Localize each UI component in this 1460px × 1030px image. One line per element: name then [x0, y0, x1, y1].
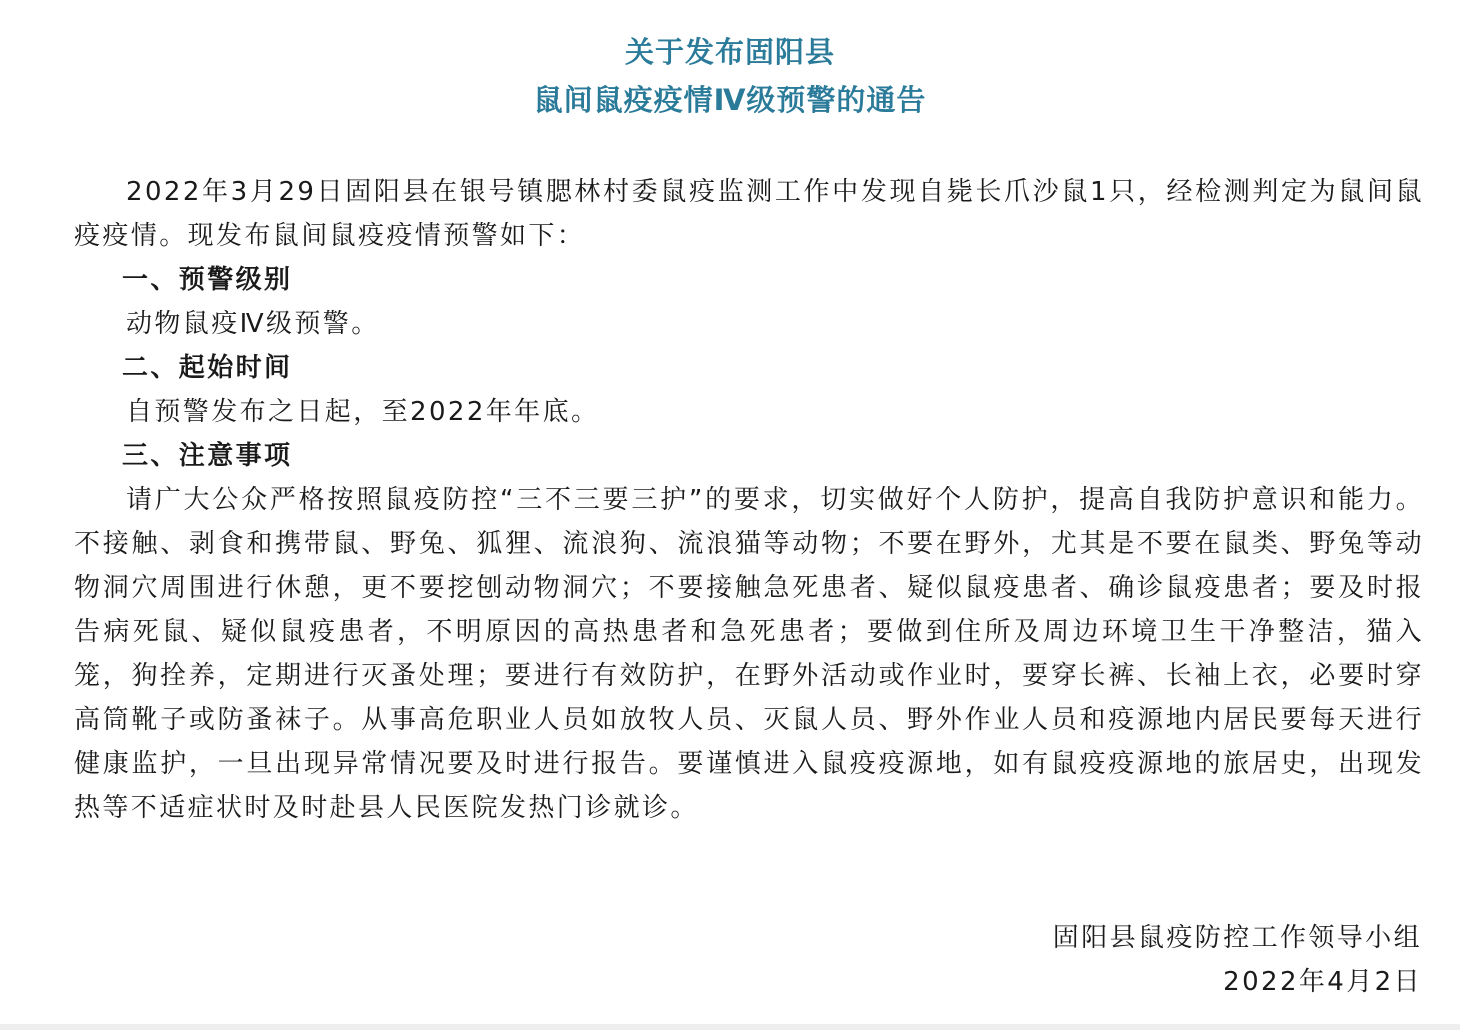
section-heading-time: 二、起始时间 [122, 353, 293, 383]
intro-paragraph: 2022年3月29日固阳县在银号镇腮林村委鼠疫监测工作中发现自毙长爪沙鼠1只，经检测判定为鼠间鼠疫疫情。现发布鼠间鼠疫疫情预警如下： [74, 177, 1424, 251]
signature-date: 2022年4月2日 [1223, 967, 1422, 997]
notice-body [74, 170, 1424, 830]
signature-org: 固阳县鼠疫防控工作领导小组 [1052, 923, 1422, 953]
signature-block [1053, 916, 1422, 1004]
section-heading-notes: 三、注意事项 [122, 441, 293, 471]
section-content-level: 动物鼠疫Ⅳ级预警。 [126, 309, 380, 339]
section-heading-level: 一、预警级别 [122, 265, 293, 295]
section-content-notes: 请广大公众严格按照鼠疫防控“三不三要三护”的要求，切实做好个人防护，提高自我防护意识和能力。不接触、剥食和携带鼠、野兔、狐狸、流浪狗、流浪猫等动物；不要在野外，尤其是不要在鼠类、野兔等动物洞穴周围进行休憩，更不要挖刨动物洞穴；不要接触急死患者、疑似鼠疫患者、确诊鼠疫患者；要及时报告病死鼠、疑似鼠疫患者，不明原因的高热患者和急死患者；要做到住所及周边环境卫生干净整洁，猫入笼，狗拴养，定期进行灭蚤处理；要进行有效防护，在野外活动或作业时，要穿长裤、长袖上衣，必要时穿高筒靴子或防蚤袜子。从事高危职业人员如放牧人员、灭鼠人员、野外作业人员和疫源地内居民要每天进行健康监护，一旦出现异常情况要及时进行报告。要谨慎进入鼠疫疫源地，如有鼠疫疫源地的旅居史，出现发热等不适症状时及时赴县人民医院发热门诊就诊。 [74, 485, 1424, 823]
section-content-time: 自预警发布之日起，至2022年年底。 [126, 397, 600, 427]
bottom-divider [0, 1024, 1460, 1030]
title-line-1: 关于发布固阳县 [624, 35, 835, 69]
title-line-2: 鼠间鼠疫疫情Ⅳ级预警的通告 [533, 83, 927, 117]
notice-title [0, 28, 1460, 124]
